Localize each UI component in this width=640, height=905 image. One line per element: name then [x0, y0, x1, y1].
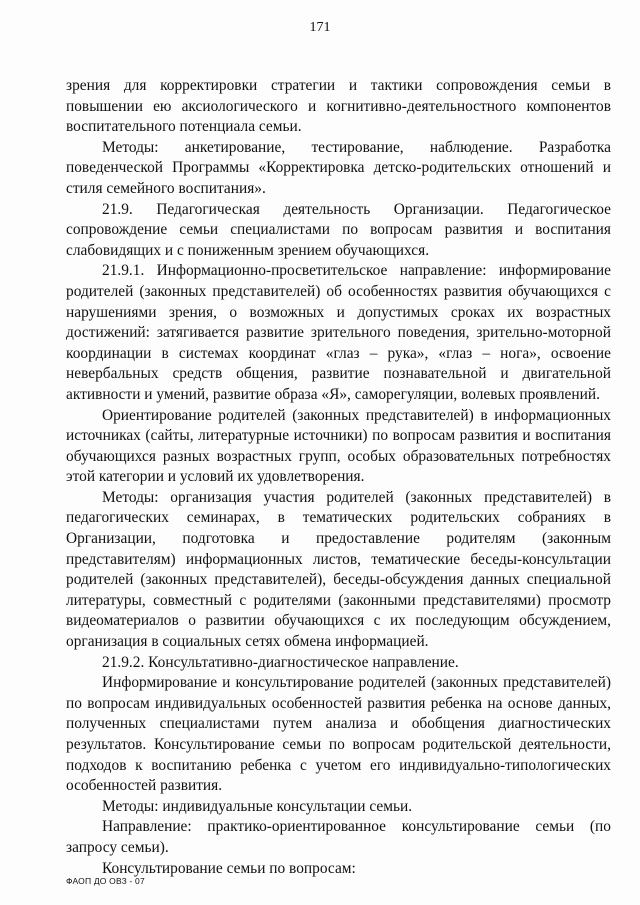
- document-body: [66, 76, 611, 879]
- section-21-9-2: 21.9.2. Консультативно-диагностическое направление.: [102, 653, 459, 671]
- paragraph-methods-3: Методы: индивидуальные консультации семьи.: [102, 797, 413, 815]
- paragraph-methods-2: Методы: организация участия родителей (законных представителей) в педагогических семинарах, в тематических родительских собраниях в Организации, подготовка и предоставление родителям (законным представителям) информационных листов, тематические беседы-консультации родителей (законных представителей), беседы-обсуждения данных специальной литературы, совместный с родителями (законными представителями) просмотр видеоматериалов о развитии обучающихся с их последующим обсуждением, организация в социальных сетях обмена информацией.: [66, 488, 611, 651]
- paragraph-continuation: зрения для корректировки стратегии и тактики сопровождения семьи в повышении ею аксиологического и когнитивно-деятельностного компонентов воспитательного потенциала семьи.: [66, 77, 611, 136]
- paragraph-informing: Информирование и консультирование родителей (законных представителей) по вопросам индивидуальных особенностей развития ребенка на основе данных, полученных специалистами путем анализа и обобщения диагностических результатов. Консультирование семьи по вопросам родительской деятельности, подходов к воспитанию ребенка с учетом его индивидуально-типологических особенностей развития.: [66, 674, 611, 795]
- section-21-9-1: 21.9.1. Информационно-просветительское направление: информирование родителей (законных представителей) об особенностях развития обучающихся с нарушениями зрения, о возможных и допустимых сроках их возрастных достижений: затягивается развитие зрительного поведения, зрительно-моторной координации в системах координат «глаз – рука», «глаз – нога», освоение невербальных средств общения, развитие познавательной и двигательной активности и умений, развитие образа «Я», саморегуляции, волевых проявлений.: [66, 262, 611, 403]
- document-footer: ФАОП ДО ОВЗ - 07: [66, 876, 145, 886]
- page-number: 171: [309, 20, 331, 35]
- paragraph-methods-1: Методы: анкетирование, тестирование, наблюдение. Разработка поведенческой Программы «Корректировка детско-родительских отношений и стиля семейного воспитания».: [66, 138, 611, 197]
- section-heading-21-9: 21.9. Педагогическая деятельность Организации. Педагогическое сопровождение семьи специалистами по вопросам развития и воспитания слабовидящих и с пониженным зрением обучающихся.: [66, 200, 611, 259]
- paragraph-orientation: Ориентирование родителей (законных представителей) в информационных источниках (сайты, литературные источники) по вопросам развития и воспитания обучающихся разных возрастных групп, особых образовательных потребностях этой категории и условий их удовлетворения.: [66, 406, 611, 486]
- paragraph-direction: Направление: практико-ориентированное консультирование семьи (по запросу семьи).: [66, 818, 611, 856]
- paragraph-consulting-topics: Консультирование семьи по вопросам:: [102, 859, 356, 877]
